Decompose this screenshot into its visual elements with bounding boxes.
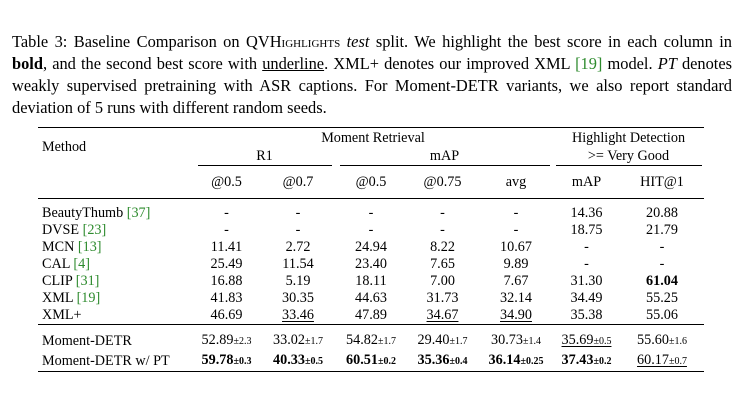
table-cell: - xyxy=(368,222,374,238)
table-cell: 11.41 xyxy=(210,239,243,255)
table-cell: 34.49 xyxy=(570,290,603,306)
table-caption: Table 3: Baseline Comparison on QVHighlights test split. We highlight the best score in each column in bold, and the second best score with underline. XML+ denotes our improved XML [19] model. PT denotes weakly supervised pretraining with ASR captions. For Moment-DETR variants, we also report standard deviation of 5 runs with different random seeds. xyxy=(12,32,733,117)
table-cell: 40.33±0.5 xyxy=(273,352,323,368)
std-dev: ±0.25 xyxy=(520,356,544,367)
table-cell: 55.06 xyxy=(646,307,678,323)
table-row xyxy=(38,273,704,290)
citation-link[interactable]: [13] xyxy=(77,239,102,255)
table-cell: 46.69 xyxy=(210,307,243,323)
table-cell: - xyxy=(513,205,519,221)
table-cell: 21.79 xyxy=(646,222,678,238)
table-cell: 7.00 xyxy=(430,273,455,289)
table-cell: 2.72 xyxy=(285,239,311,255)
std-dev: ±1.6 xyxy=(668,336,687,347)
map-group-header: mAP xyxy=(336,148,553,166)
table-cell: - xyxy=(295,222,301,238)
col-header: @0.5 xyxy=(355,173,387,190)
std-dev: ±1.4 xyxy=(522,336,541,347)
split-name: test xyxy=(346,32,370,51)
underline-word: underline xyxy=(262,54,325,73)
table-cell: 23.40 xyxy=(355,256,387,272)
col-header: @0.75 xyxy=(423,173,462,190)
table-cell: - xyxy=(440,205,445,221)
table-cell: 44.63 xyxy=(355,290,387,306)
very-good-header: >= Very Good xyxy=(553,148,704,166)
r1-header: R1 xyxy=(193,148,336,166)
method-name: BeautyThumb [37] xyxy=(42,205,151,221)
method-name: XML [19] xyxy=(42,290,101,306)
citation-link[interactable]: [4] xyxy=(73,256,90,272)
citation-link[interactable]: [31] xyxy=(75,273,100,289)
table-cell: - xyxy=(584,256,589,272)
table-cell: 60.51±0.2 xyxy=(346,352,396,368)
table-cell: 61.04 xyxy=(646,273,678,289)
table-cell: 55.60±1.6 xyxy=(637,332,687,348)
table-cell: 18.11 xyxy=(355,273,387,289)
table-cell: 24.94 xyxy=(355,239,387,255)
std-dev: ±2.3 xyxy=(233,336,252,347)
citation-xml[interactable]: [19] xyxy=(575,54,603,73)
std-dev: ±0.2 xyxy=(377,356,396,367)
table-cell: 14.36 xyxy=(570,205,603,221)
table-cell: 41.83 xyxy=(210,290,243,306)
table-cell: 35.38 xyxy=(570,307,603,323)
table-cell: 16.88 xyxy=(210,273,243,289)
table-cell: 30.73±1.4 xyxy=(491,332,541,348)
table-cell: 35.36±0.4 xyxy=(417,352,468,368)
table-cell: - xyxy=(295,205,301,221)
table-cell: - xyxy=(224,222,229,238)
table-row xyxy=(38,222,704,239)
col-header: HIT@1 xyxy=(640,173,684,190)
std-dev: ±0.3 xyxy=(233,356,252,367)
table-cell: 54.82±1.7 xyxy=(346,332,396,348)
table-cell: 29.40±1.7 xyxy=(417,332,468,348)
method-header: Method xyxy=(42,138,87,155)
col-header: @0.7 xyxy=(282,173,314,190)
table-cell: 30.35 xyxy=(282,290,314,306)
table-cell: 34.67 xyxy=(426,307,459,323)
table-cell: 55.25 xyxy=(646,290,678,306)
results-table xyxy=(38,127,704,372)
method-name: Moment-DETR xyxy=(42,333,132,349)
table-cell: 35.69±0.5 xyxy=(561,332,612,348)
table-cell: 52.89±2.3 xyxy=(201,332,252,348)
table-cell: - xyxy=(224,205,229,221)
method-name: Moment-DETR w/ PT xyxy=(42,353,170,369)
table-cell: 25.49 xyxy=(210,256,243,272)
table-row xyxy=(38,351,704,372)
method-name: CAL [4] xyxy=(42,256,90,272)
std-dev: ±1.7 xyxy=(449,336,468,347)
std-dev: ±0.7 xyxy=(668,356,687,367)
std-dev: ±1.7 xyxy=(304,336,323,347)
table-row xyxy=(38,239,704,256)
table-cell: 32.14 xyxy=(500,290,532,306)
highlight-detection-header: Highlight Detection xyxy=(571,129,686,146)
table-cell: 60.17±0.7 xyxy=(637,352,687,368)
col-header: mAP xyxy=(571,173,602,190)
table-cell: - xyxy=(513,222,519,238)
table-cell: 20.88 xyxy=(646,205,678,221)
bold-word: bold xyxy=(12,54,43,73)
col-header: avg xyxy=(505,173,527,190)
table-cell: 37.43±0.2 xyxy=(561,352,612,368)
table-row xyxy=(38,331,704,351)
table-cell: - xyxy=(368,205,374,221)
table-row xyxy=(38,307,704,325)
method-name: XML+ xyxy=(42,307,82,323)
table-cell: 36.14±0.25 xyxy=(488,352,544,368)
std-dev: ±0.5 xyxy=(593,336,612,347)
table-cell: 33.02±1.7 xyxy=(273,332,323,348)
dataset-name: QVHighlights xyxy=(246,32,341,51)
method-name: CLIP [31] xyxy=(42,273,100,289)
table-cell: 47.89 xyxy=(355,307,387,323)
std-dev: ±0.2 xyxy=(593,356,612,367)
table-row xyxy=(38,256,704,273)
table-cell: 59.78±0.3 xyxy=(201,352,252,368)
std-dev: ±1.7 xyxy=(377,336,396,347)
table-cell: 7.65 xyxy=(430,256,455,272)
table-cell: - xyxy=(440,222,445,238)
table-cell: 7.67 xyxy=(503,273,529,289)
citation-link[interactable]: [19] xyxy=(76,290,101,306)
moment-retrieval-header: Moment Retrieval xyxy=(321,129,425,146)
table-cell: - xyxy=(584,239,589,255)
pt-term: PT xyxy=(657,54,677,73)
caption-label: Table 3: xyxy=(12,32,68,51)
table-cell: 31.30 xyxy=(570,273,603,289)
table-cell: 33.46 xyxy=(282,307,314,323)
table-cell: 31.73 xyxy=(426,290,459,306)
table-cell: 9.89 xyxy=(503,256,529,272)
col-header: @0.5 xyxy=(211,173,242,190)
table-cell: 18.75 xyxy=(570,222,603,238)
table-cell: 34.90 xyxy=(500,307,532,323)
method-name: DVSE [23] xyxy=(42,222,107,238)
table-row xyxy=(38,290,704,307)
method-name: MCN [13] xyxy=(42,239,102,255)
table-cell: - xyxy=(659,256,665,272)
citation-link[interactable]: [23] xyxy=(82,222,107,238)
table-cell: - xyxy=(659,239,665,255)
table-cell: 11.54 xyxy=(282,256,314,272)
table-cell: 8.22 xyxy=(430,239,455,255)
std-dev: ±0.4 xyxy=(449,356,468,367)
table-cell: 5.19 xyxy=(285,273,311,289)
table-cell: 10.67 xyxy=(500,239,532,255)
std-dev: ±0.5 xyxy=(304,356,323,367)
table-row xyxy=(38,205,704,222)
citation-link[interactable]: [37] xyxy=(126,205,151,221)
